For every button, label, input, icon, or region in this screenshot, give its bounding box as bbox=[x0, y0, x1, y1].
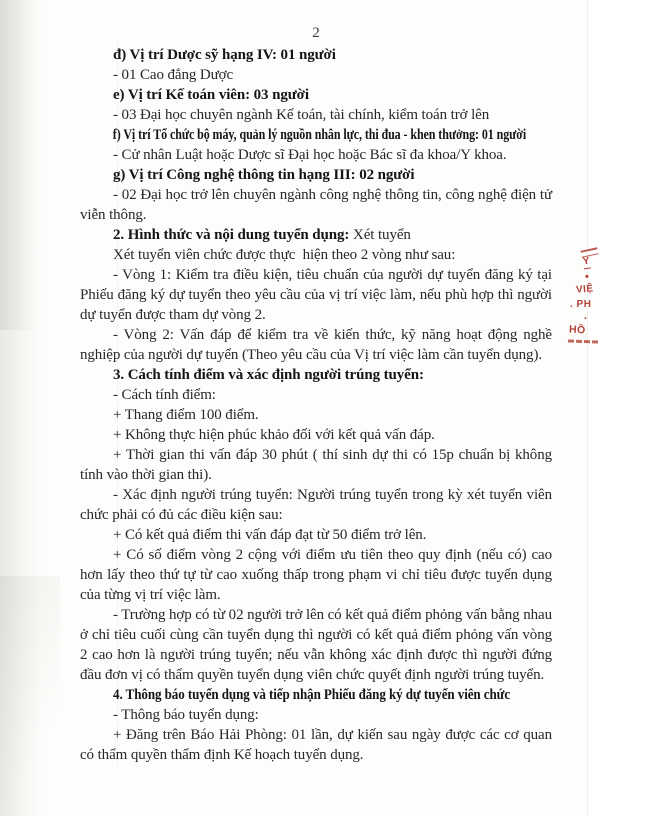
paragraph: + Thời gian thi vấn đáp 30 phút ( thí sinh dự thi có 15p chuẩn bị không tính vào thời gian thi). bbox=[80, 447, 552, 483]
scan-shadow-top-left bbox=[0, 0, 40, 330]
paper-right-edge bbox=[587, 0, 588, 816]
paragraph: - Thông báo tuyển dụng: bbox=[113, 707, 259, 723]
official-stamp-edge bbox=[566, 244, 612, 350]
paragraph: Xét tuyển viên chức được thực hiện theo 2 vòng như sau: bbox=[113, 247, 456, 263]
paragraph: - 03 Đại học chuyên ngành Kế toán, tài chính, kiểm toán trở lên bbox=[113, 107, 490, 123]
paragraph: 3. Cách tính điểm và xác định người trúng tuyển: bbox=[113, 367, 424, 383]
paragraph: - Cử nhân Luật hoặc Dược sĩ Đại học hoặc Bác sĩ đa khoa/Y khoa. bbox=[113, 147, 507, 163]
document-body bbox=[80, 45, 552, 765]
paragraph: - Xác định người trúng tuyển: Người trúng tuyển trong kỳ xét tuyển viên chức phải có đủ các điều kiện sau: bbox=[80, 487, 552, 523]
paragraph: + Có số điểm vòng 2 cộng với điểm ưu tiên theo quy định (nếu có) cao hơn lấy theo thứ tự từ cao xuống thấp trong phạm vi chỉ tiêu được tuyển dụng của từng vị trí việc làm. bbox=[80, 547, 552, 603]
paragraph: e) Vị trí Kế toán viên: 03 người bbox=[113, 87, 309, 103]
paragraph: - Trường hợp có từ 02 người trở lên có kết quả điểm phỏng vấn bằng nhau ở chỉ tiêu cuối cùng cần tuyển dụng thì người có kết quả điểm phỏng vấn vòng 2 cao hơn là người trúng tuyển; nếu vẫn không xác định được thì người đứng đầu đơn vị có thẩm quyền tuyển dụng viên chức quyết định người trúng tuyển. bbox=[80, 607, 552, 683]
paragraph: + Đăng trên Báo Hải Phòng: 01 lần, dự kiến sau ngày được các cơ quan có thẩm quyền thẩm định Kế hoạch tuyển dụng. bbox=[80, 727, 552, 763]
paragraph: + Thang điểm 100 điểm. bbox=[113, 407, 259, 423]
paragraph: - 01 Cao đẳng Dược bbox=[113, 67, 234, 83]
paragraph: - Vòng 1: Kiểm tra điều kiện, tiêu chuẩn của người dự tuyển đăng ký tại Phiếu đăng ký dự tuyển theo yêu cầu của vị trí việc làm, nếu phù hợp thì người dự tuyển được tham dự vòng 2. bbox=[80, 267, 552, 323]
stamp-fragment: • bbox=[585, 271, 589, 283]
paragraph: - Vòng 2: Vấn đáp để kiểm tra về kiến thức, kỹ năng hoạt động nghề nghiệp của người dự tuyển (Theo yêu cầu của Vị trí việc làm cần tuyển dụng). bbox=[80, 327, 552, 363]
page-number: 2 bbox=[312, 25, 320, 41]
paragraph: g) Vị trí Công nghệ thông tin hạng III: 02 người bbox=[113, 167, 415, 183]
paragraph: - Cách tính điểm: bbox=[113, 387, 216, 403]
paragraph: + Có kết quả điểm thi vấn đáp đạt từ 50 điểm trở lên. bbox=[113, 527, 427, 543]
scan-shadow-bottom-left bbox=[0, 576, 60, 816]
stamp-fragment: VIỆ bbox=[575, 283, 595, 296]
stamp-fragment: . bbox=[584, 310, 588, 322]
stamp-fragment: . PH bbox=[570, 299, 592, 310]
paragraph: 2. Hình thức và nội dung tuyển dụng: Xét tuyển bbox=[113, 227, 411, 243]
paragraph: + Không thực hiện phúc khảo đối với kết quả vấn đáp. bbox=[113, 427, 435, 443]
paragraph: 4. Thông báo tuyển dụng và tiếp nhận Phiếu đăng ký dự tuyển viên chức bbox=[113, 687, 511, 703]
stamp-fragment: Y bbox=[582, 255, 591, 268]
copier-background bbox=[588, 0, 666, 816]
stamp-fragment: HỒ bbox=[568, 323, 587, 337]
stamp-dashed-line-icon bbox=[568, 339, 598, 343]
paragraph: đ) Vị trí Dược sỹ hạng IV: 01 người bbox=[113, 47, 336, 63]
paragraph: - 02 Đại học trở lên chuyên ngành công nghệ thông tin, công nghệ điện tử viễn thông. bbox=[80, 187, 552, 223]
paragraph: f) Vị trí Tổ chức bộ máy, quản lý nguồn nhân lực, thi đua - khen thưởng: 01 người bbox=[112, 127, 527, 143]
